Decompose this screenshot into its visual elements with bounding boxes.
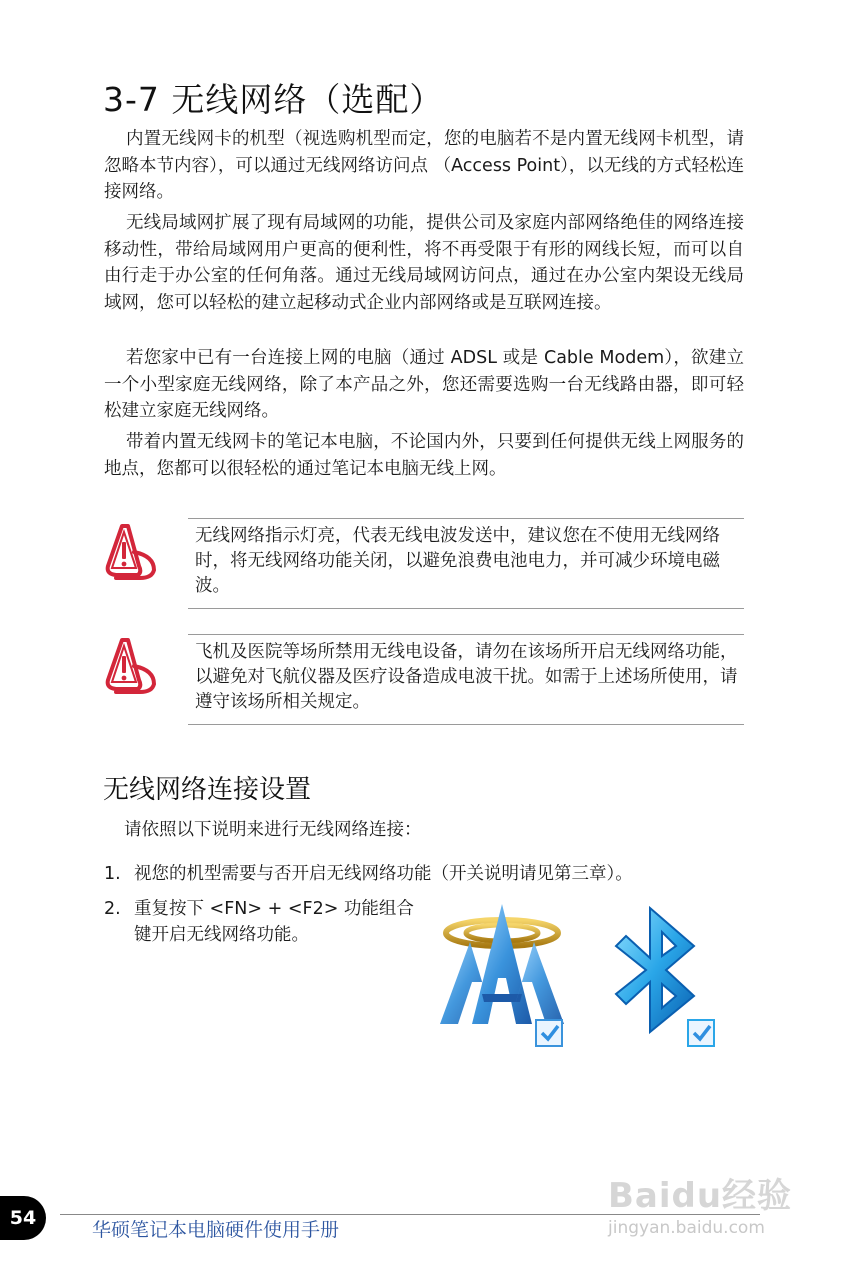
warning-icon xyxy=(102,522,160,584)
watermark-url: jingyan.baidu.com xyxy=(608,1218,765,1238)
paragraph-wlan: 无线局域网扩展了现有局域网的功能，提供公司及家庭内部网络绝佳的网络连接移动性，带给局域网用户更高的便利性，将不再受限于有形的网线长短，而可以自由行走于办公室的任何角落。通过无线局域网访问点，通过在办公室内架设无线局域网，您可以轻松的建立起移动式企业内部网络或是互联网连接。 xyxy=(104,213,744,313)
subsection-title: 无线网络连接设置 xyxy=(103,775,312,805)
watermark-brand: Baidu经验 xyxy=(608,1176,793,1216)
paragraph-intro: 内置无线网卡的机型（视选购机型而定，您的电脑若不是内置无线网卡机型，请忽略本节内容），可以通过无线网络访问点 （Access Point），以无线的方式轻松连接网络。 xyxy=(104,129,744,202)
paragraph-home: 若您家中已有一台连接上网的电脑（通过 ADSL 或是 Cable Modem），欲建立一个小型家庭无线网络，除了本产品之外，您还需要选购一台无线路由器，即可轻松建立家庭无线网络。 xyxy=(104,348,744,421)
section-title: 3-7 无线网络（选配） xyxy=(103,80,444,119)
paragraph-mobile: 带着内置无线网卡的笔记本电脑，不论国内外，只要到任何提供无线上网服务的地点，您都可以很轻松的通过笔记本电脑无线上网。 xyxy=(104,432,744,479)
warning-note xyxy=(188,634,744,725)
step-number: 2. xyxy=(104,899,121,919)
page-number: 54 xyxy=(0,1196,46,1240)
warning-note-text: 无线网络指示灯亮，代表无线电波发送中，建议您在不使用无线网络时，将无线网络功能关闭，以避免浪费电池电力，并可减少环境电磁波。 xyxy=(195,526,720,596)
warning-icon xyxy=(102,636,160,698)
step-item xyxy=(104,896,424,948)
step-text-line: 重复按下 <FN> + <F2> 功能组合 xyxy=(134,899,414,919)
footer-title: 华硕笔记本电脑硬件使用手册 xyxy=(92,1219,340,1241)
subsection-intro: 请依照以下说明来进行无线网络连接： xyxy=(124,820,422,840)
warning-note-text: 飞机及医院等场所禁用无线电设备，请勿在该场所开启无线网络功能，以避免对飞航仪器及医疗设备造成电波干扰。如需于上述场所使用，请遵守该场所相关规定。 xyxy=(195,642,738,712)
step-text-line: 键开启无线网络功能。 xyxy=(134,925,309,945)
warning-note xyxy=(188,518,744,609)
watermark xyxy=(608,1168,793,1238)
step-item xyxy=(104,861,744,887)
wireless-antenna-icon xyxy=(430,898,570,1050)
bluetooth-icon xyxy=(600,902,720,1048)
step-number: 1. xyxy=(104,864,121,884)
step-text: 视您的机型需要与否开启无线网络功能（开关说明请见第三章）。 xyxy=(134,864,633,884)
